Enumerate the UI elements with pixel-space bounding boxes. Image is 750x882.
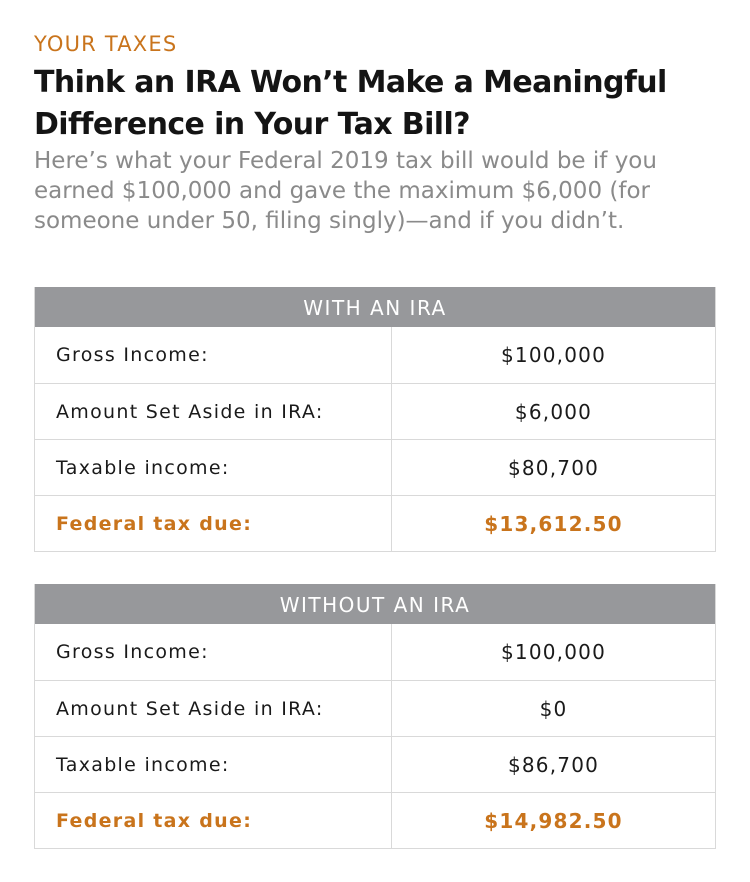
table-row-tax-due bbox=[35, 792, 715, 848]
row-value: $100,000 bbox=[500, 343, 607, 367]
table-row bbox=[35, 383, 715, 439]
table-row bbox=[35, 439, 715, 495]
row-label: Gross Income: bbox=[35, 624, 392, 680]
row-value: $13,612.50 bbox=[484, 512, 623, 536]
row-label: Amount Set Aside in IRA: bbox=[35, 681, 392, 736]
row-value: $14,982.50 bbox=[484, 809, 623, 833]
row-value: $100,000 bbox=[500, 640, 607, 664]
row-label: Gross Income: bbox=[35, 327, 392, 383]
row-label: Federal tax due: bbox=[35, 496, 392, 551]
row-label: Federal tax due: bbox=[35, 793, 392, 848]
with-ira-table-header: WITH AN IRA bbox=[35, 287, 715, 327]
row-value: $0 bbox=[539, 697, 568, 721]
row-label: Amount Set Aside in IRA: bbox=[35, 384, 392, 439]
row-value: $80,700 bbox=[507, 456, 600, 480]
table-row bbox=[35, 680, 715, 736]
without-ira-table bbox=[34, 584, 716, 849]
row-label: Taxable income: bbox=[35, 737, 392, 792]
table-row bbox=[35, 624, 715, 680]
table-row bbox=[35, 327, 715, 383]
row-value: $6,000 bbox=[514, 400, 593, 424]
with-ira-table bbox=[34, 287, 716, 552]
section-kicker: YOUR TAXES bbox=[34, 32, 178, 56]
row-label: Taxable income: bbox=[35, 440, 392, 495]
row-value: $86,700 bbox=[507, 753, 600, 777]
subheadline: Here’s what your Federal 2019 tax bill would be if you earned $100,000 and gave the maximum $6,000 (for someone under 50, filing singly)—and if you didn’t. bbox=[34, 148, 657, 234]
table-row bbox=[35, 736, 715, 792]
headline: Think an IRA Won’t Make a Meaningful Difference in Your Tax Bill? bbox=[34, 65, 667, 142]
without-ira-table-header: WITHOUT AN IRA bbox=[35, 584, 715, 624]
table-row-tax-due bbox=[35, 495, 715, 551]
